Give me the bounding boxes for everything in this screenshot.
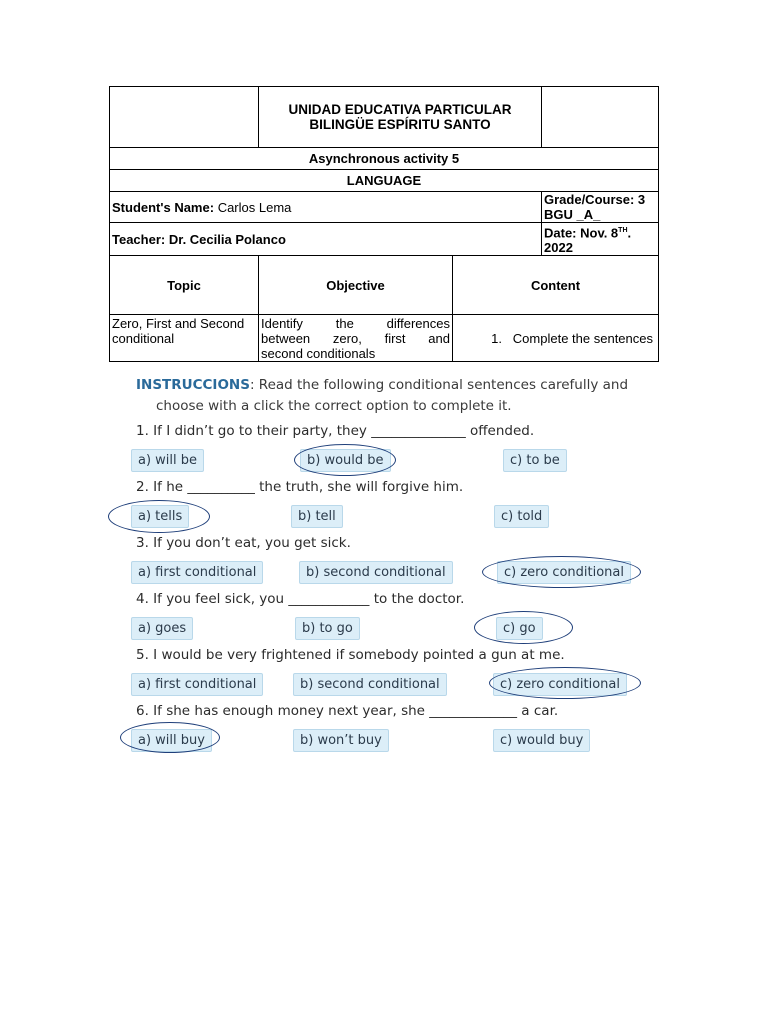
q1-option-c[interactable]: c) to be xyxy=(503,449,567,472)
q3-answer-circle xyxy=(482,556,641,588)
school-name xyxy=(259,87,542,148)
student-name-label: Student's Name: xyxy=(112,199,215,215)
content-number: 1. xyxy=(491,330,502,346)
q1-option-b[interactable]: b) would be xyxy=(300,449,391,472)
q3-option-c[interactable]: c) zero conditional xyxy=(497,561,631,584)
question-6: 6. If she has enough money next year, she _____________ a car. xyxy=(136,703,559,719)
q5-option-b[interactable]: b) second conditional xyxy=(293,673,447,696)
student-name-cell xyxy=(110,192,542,223)
q3-option-a[interactable]: a) first conditional xyxy=(131,561,263,584)
question-5: 5. I would be very frightened if somebody pointed a gun at me. xyxy=(136,647,565,663)
question-4: 4. If you feel sick, you ____________ to the doctor. xyxy=(136,591,465,607)
q1-answer-circle xyxy=(294,444,396,476)
question-3: 3. If you don’t eat, you get sick. xyxy=(136,535,351,551)
content-value xyxy=(453,315,659,362)
objective-value xyxy=(259,315,453,362)
date-suffix: . 2022 xyxy=(544,225,632,256)
objective-line3: second conditionals xyxy=(261,346,376,362)
content-text: Complete the sentences xyxy=(512,330,653,346)
date-cell xyxy=(542,223,659,256)
activity-title: Asynchronous activity 5 xyxy=(110,148,659,170)
objective-line2: between zero, first and xyxy=(261,331,450,347)
q4-option-b[interactable]: b) to go xyxy=(295,617,360,640)
instructions-line2: choose with a click the correct option to complete it. xyxy=(156,398,512,414)
grade-course: Grade/Course: 3 BGU _A_ xyxy=(542,192,659,223)
q4-option-c[interactable]: c) go xyxy=(496,617,543,640)
column-header-objective: Objective xyxy=(259,256,453,315)
q5-answer-circle xyxy=(489,667,641,699)
column-header-content: Content xyxy=(453,256,659,315)
subject-title: LANGUAGE xyxy=(110,170,659,192)
question-2: 2. If he __________ the truth, she will forgive him. xyxy=(136,479,464,495)
logo-cell-right xyxy=(542,87,659,148)
date-prefix: Date: Nov. 8 xyxy=(544,225,619,241)
logo-cell-left xyxy=(110,87,259,148)
q2-option-b[interactable]: b) tell xyxy=(291,505,343,528)
q2-option-c[interactable]: c) told xyxy=(494,505,549,528)
instructions xyxy=(136,375,628,417)
teacher-name: Teacher: Dr. Cecilia Polanco xyxy=(110,223,542,256)
q4-option-a[interactable]: a) goes xyxy=(131,617,193,640)
column-header-topic: Topic xyxy=(110,256,259,315)
q4-answer-circle xyxy=(474,611,573,644)
objective-line1: Identify the differences xyxy=(261,316,450,332)
q3-option-b[interactable]: b) second conditional xyxy=(299,561,453,584)
date-superscript: TH xyxy=(618,227,628,234)
q6-answer-circle xyxy=(120,722,220,753)
instructions-line1 xyxy=(136,375,628,396)
q5-option-a[interactable]: a) first conditional xyxy=(131,673,263,696)
school-name-line2: BILINGÜE ESPÍRITU SANTO xyxy=(309,117,491,132)
instructions-keyword: INSTRUCCIONS xyxy=(136,377,250,393)
student-name-value: Carlos Lema xyxy=(217,199,292,215)
topic-value: Zero, First and Second conditional xyxy=(110,315,259,362)
activity-header-table xyxy=(109,86,659,362)
q2-option-a[interactable]: a) tells xyxy=(131,505,189,528)
q6-option-c[interactable]: c) would buy xyxy=(493,729,590,752)
school-name-line1: UNIDAD EDUCATIVA PARTICULAR xyxy=(288,102,512,117)
q5-option-c[interactable]: c) zero conditional xyxy=(493,673,627,696)
question-1: 1. If I didn’t go to their party, they ______________ offended. xyxy=(136,423,535,439)
q2-answer-circle xyxy=(108,500,210,533)
q6-option-a[interactable]: a) will buy xyxy=(131,729,212,752)
q6-option-b[interactable]: b) won’t buy xyxy=(293,729,389,752)
q1-option-a[interactable]: a) will be xyxy=(131,449,204,472)
instructions-text1: : Read the following conditional sentences carefully and xyxy=(249,377,629,393)
